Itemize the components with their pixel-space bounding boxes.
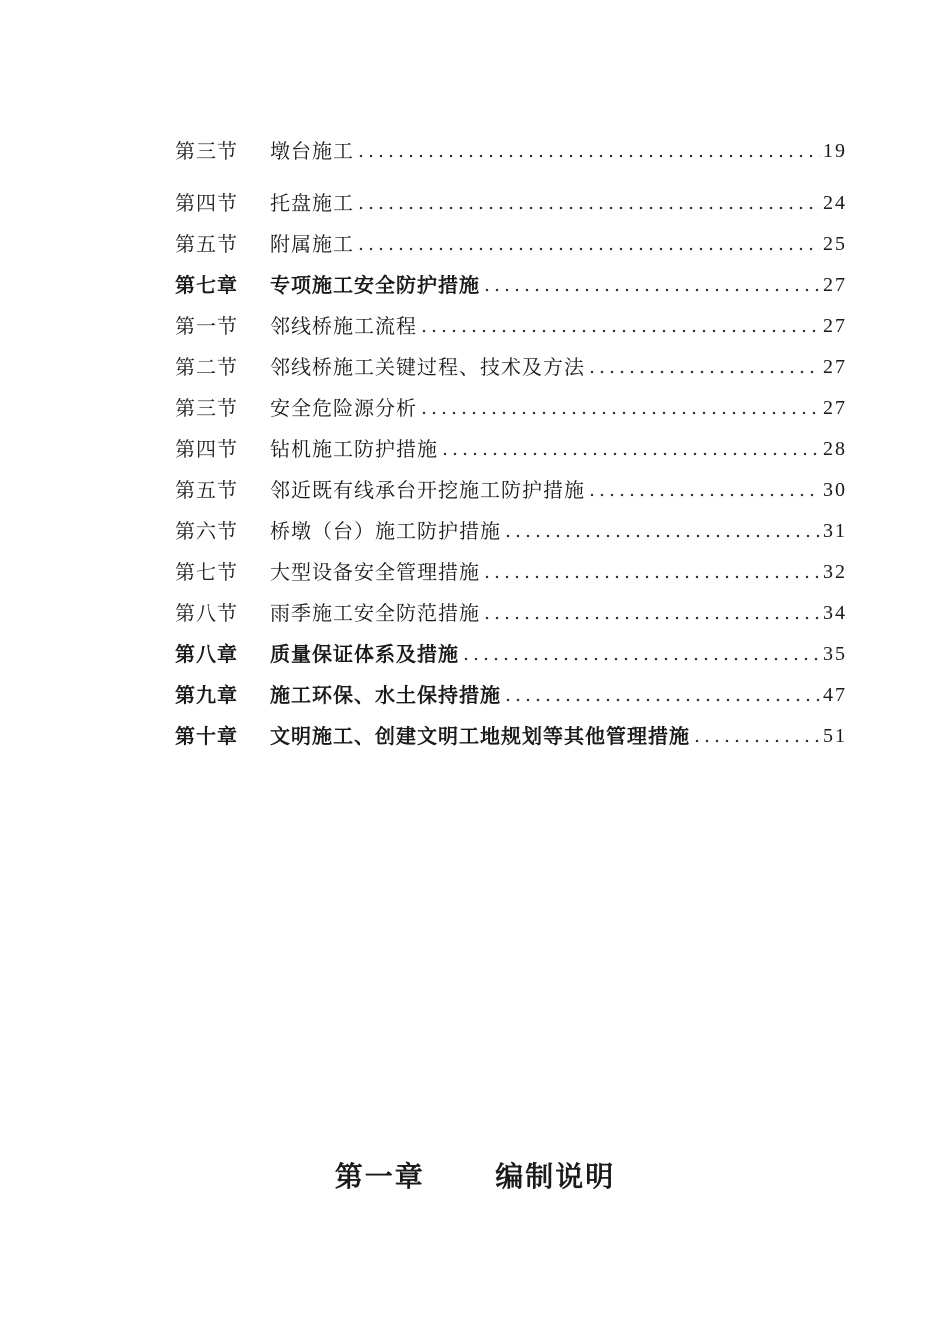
- toc-entry-title: 施工环保、水土保持措施: [270, 683, 501, 707]
- toc-entry[interactable]: [175, 137, 847, 165]
- toc-entry-page: 35: [823, 643, 847, 665]
- toc-entry-label: 第七节: [175, 560, 238, 584]
- toc-chapter-entry[interactable]: [175, 681, 847, 709]
- toc-entry-label: 第五节: [175, 232, 238, 256]
- toc-entry-title: 安全危险源分析: [270, 396, 417, 420]
- toc-entry-title: 附属施工: [270, 232, 354, 256]
- toc-entry-label: 第七章: [175, 273, 238, 297]
- toc-entry[interactable]: [175, 230, 847, 258]
- toc-entry-title: 专项施工安全防护措施: [270, 273, 480, 297]
- toc-entry-label: 第八节: [175, 601, 238, 625]
- toc-entry-label: 第四节: [175, 437, 238, 461]
- toc-dot-leader: [482, 615, 820, 621]
- toc-entry-label: 第九章: [175, 683, 238, 707]
- toc-entry-page: 25: [823, 233, 847, 255]
- toc-entry-page: 27: [823, 315, 847, 337]
- toc-entry-title: 雨季施工安全防范措施: [270, 601, 480, 625]
- toc-entry[interactable]: [175, 312, 847, 340]
- toc-entry-label: 第三节: [175, 139, 238, 163]
- toc-entry[interactable]: [175, 558, 847, 586]
- toc-entry[interactable]: [175, 353, 847, 381]
- toc-entry-label: 第十章: [175, 724, 238, 748]
- toc-dot-leader: [356, 205, 820, 211]
- toc-entry-page: 34: [823, 602, 847, 624]
- toc-dot-leader: [482, 287, 820, 293]
- chapter-heading-number: 第一章: [334, 1160, 425, 1193]
- toc-entry-page: 27: [823, 356, 847, 378]
- toc-entry-label: 第三节: [175, 396, 238, 420]
- toc-entry-title: 大型设备安全管理措施: [270, 560, 480, 584]
- toc-entry-page: 27: [823, 397, 847, 419]
- toc-dot-leader: [419, 328, 820, 334]
- toc-entry[interactable]: [175, 394, 847, 422]
- toc-chapter-entry[interactable]: [175, 722, 847, 750]
- toc-entry-label: 第二节: [175, 355, 238, 379]
- toc-entry-label: 第五节: [175, 478, 238, 502]
- toc-entry-title: 托盘施工: [270, 191, 354, 215]
- toc-entry-label: 第一节: [175, 314, 238, 338]
- toc-entry[interactable]: [175, 476, 847, 504]
- toc-dot-leader: [419, 410, 820, 416]
- toc-dot-leader: [461, 656, 820, 662]
- toc-entry[interactable]: [175, 517, 847, 545]
- toc-entry-label: 第八章: [175, 642, 238, 666]
- toc-entry-title: 邻线桥施工流程: [270, 314, 417, 338]
- toc-entry-title: 质量保证体系及措施: [270, 642, 459, 666]
- chapter-heading-title: 编制说明: [495, 1160, 616, 1193]
- toc-entry-page: 24: [823, 192, 847, 214]
- toc-entry-page: 32: [823, 561, 847, 583]
- toc-entry-title: 桥墩（台）施工防护措施: [270, 519, 501, 543]
- toc-entry-page: 30: [823, 479, 847, 501]
- toc-entry-page: 27: [823, 274, 847, 296]
- toc-entry-page: 47: [823, 684, 847, 706]
- toc-entry-title: 邻线桥施工关键过程、技术及方法: [270, 355, 585, 379]
- toc-dot-leader: [692, 738, 820, 744]
- toc-dot-leader: [356, 153, 820, 159]
- toc-entry-title: 墩台施工: [270, 139, 354, 163]
- toc-entry[interactable]: [175, 189, 847, 217]
- toc-entry-label: 第四节: [175, 191, 238, 215]
- toc-entry-title: 邻近既有线承台开挖施工防护措施: [270, 478, 585, 502]
- toc-dot-leader: [587, 492, 820, 498]
- toc-entry-page: 28: [823, 438, 847, 460]
- toc-dot-leader: [503, 533, 820, 539]
- chapter-heading: [0, 1155, 950, 1195]
- toc-entry-page: 51: [823, 725, 847, 747]
- toc-entry-title: 文明施工、创建文明工地规划等其他管理措施: [270, 724, 690, 748]
- toc-dot-leader: [440, 451, 820, 457]
- toc-chapter-entry[interactable]: [175, 640, 847, 668]
- toc-entry-page: 31: [823, 520, 847, 542]
- toc-entry-page: 19: [823, 140, 847, 162]
- toc-entry-label: 第六节: [175, 519, 238, 543]
- toc-dot-leader: [356, 246, 820, 252]
- toc-dot-leader: [503, 697, 820, 703]
- toc-entry-title: 钻机施工防护措施: [270, 437, 438, 461]
- toc-dot-leader: [587, 369, 820, 375]
- toc-dot-leader: [482, 574, 820, 580]
- toc-entry[interactable]: [175, 599, 847, 627]
- toc-chapter-entry[interactable]: [175, 271, 847, 299]
- toc-entry[interactable]: [175, 435, 847, 463]
